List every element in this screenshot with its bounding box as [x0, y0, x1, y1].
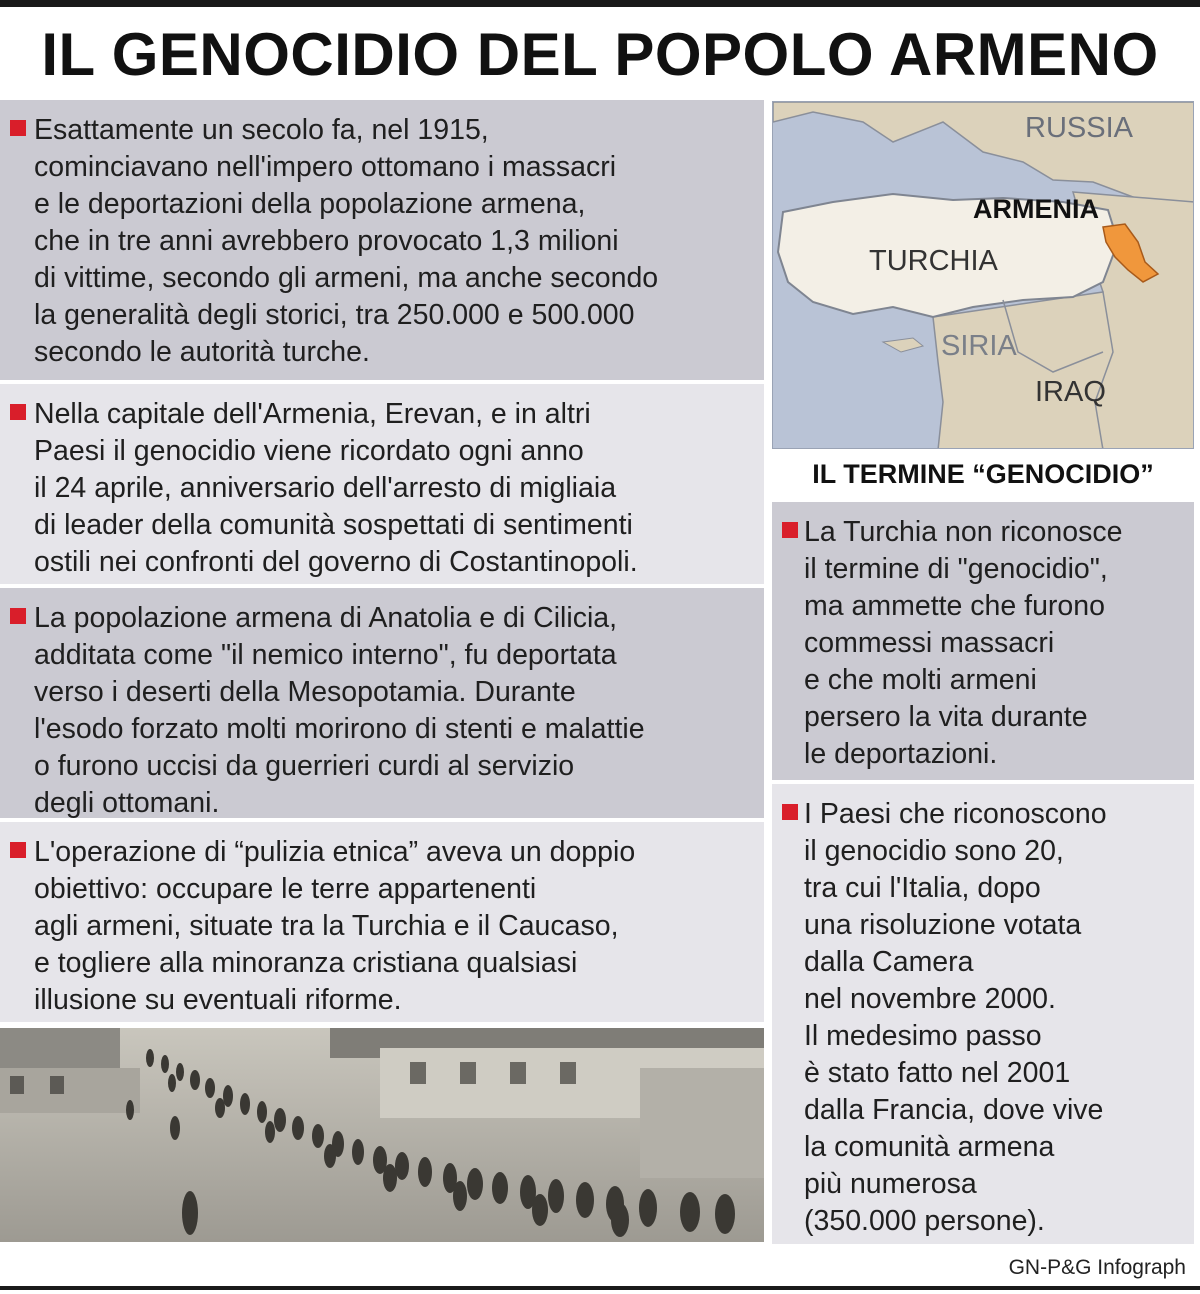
map-label-iraq: IRAQ — [1035, 376, 1106, 408]
bullet-icon — [10, 404, 26, 420]
info-box-2 — [0, 384, 764, 584]
info-text-1: Esattamente un secolo fa, nel 1915, cominciavano nell'impero ottomano i massacri e le deportazioni della popolazione armena, che in tre anni avrebbero provocato 1,3 milioni di vittime, secondo gli armeni, ma anche secondo la generalità degli storici, tra 250.000 e 500.000 secondo le autorità turche. — [34, 114, 659, 368]
deportation-photo-illustration — [0, 1028, 764, 1242]
bottom-rule — [0, 1286, 1200, 1290]
term-heading: IL TERMINE “GENOCIDIO” — [812, 459, 1154, 489]
historical-photo — [0, 1028, 764, 1242]
info-text-3: La popolazione armena di Anatolia e di Cilicia, additata come "il nemico interno", fu deportata verso i deserti della Mesopotamia. Durante l'esodo forzato molti morirono di stenti e malattie o furono uccisi da guerrieri curdi al servizio degli ottomani. — [34, 602, 645, 819]
map-label-armenia: ARMENIA — [973, 194, 1099, 224]
top-rule — [0, 0, 1200, 7]
info-box-1 — [0, 100, 764, 380]
map-label-russia: RUSSIA — [1025, 112, 1133, 144]
term-text-2: I Paesi che riconoscono il genocidio sono 20, tra cui l'Italia, dopo una risoluzione votata dalla Camera nel novembre 2000. Il medesimo passo è stato fatto nel 2001 dalla Francia, dove vive la comunità armena più numerosa (350.000 persone). — [804, 798, 1107, 1237]
info-text-2: Nella capitale dell'Armenia, Erevan, e in altri Paesi il genocidio viene ricordato ogni anno il 24 aprile, anniversario dell'arresto di migliaia di leader della comunità sospettati di sentimenti ostili nei confronti del governo di Costantinopoli. — [34, 398, 638, 578]
info-text-4: L'operazione di “pulizia etnica” aveva un doppio obiettivo: occupare le terre appartenenti agli armeni, situate tra la Turchia e il Caucaso, e togliere alla minoranza cristiana qualsiasi illusione su eventuali riforme. — [34, 836, 636, 1016]
region-map — [772, 101, 1194, 449]
map-label-turchia: TURCHIA — [869, 245, 998, 277]
map-label-siria: SIRIA — [941, 330, 1017, 362]
info-box-3 — [0, 588, 764, 818]
term-text-1: La Turchia non riconosce il termine di "genocidio", ma ammette che furono commessi massacri e che molti armeni persero la vita durante le deportazioni. — [804, 516, 1123, 770]
bullet-icon — [10, 608, 26, 624]
credit-text: GN-P&G Infograph — [1008, 1256, 1186, 1279]
page-title: IL GENOCIDIO DEL POPOLO ARMENO — [41, 21, 1159, 88]
term-box-1 — [772, 502, 1194, 780]
bullet-icon — [10, 120, 26, 136]
bullet-icon — [10, 842, 26, 858]
info-box-4 — [0, 822, 764, 1022]
term-box-2 — [772, 784, 1194, 1244]
bullet-icon — [782, 804, 798, 820]
bullet-icon — [782, 522, 798, 538]
